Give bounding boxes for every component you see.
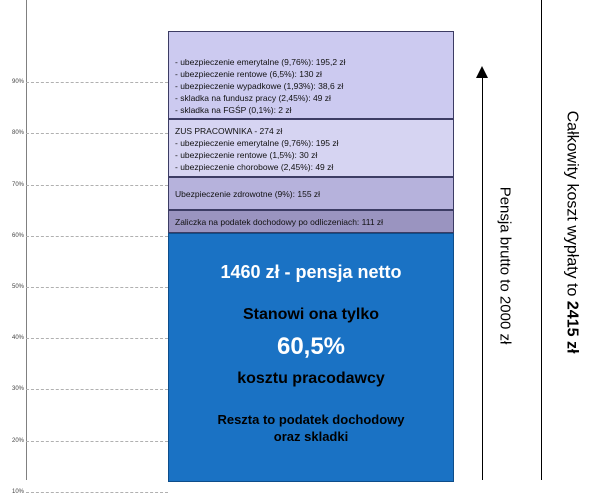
- segment-text-line: Zaliczka na podatek dochodowy po odliczeniach: 111 zł: [175, 217, 384, 228]
- total-cost-line: [541, 0, 542, 480]
- netto-text-line: 1460 zł - pensja netto: [220, 262, 402, 283]
- gridline: [26, 133, 168, 134]
- segment-text-line: - ubezpieczenie emerytalne (9,76%): 195 zł: [175, 137, 339, 148]
- netto-text-line: kosztu pracodawcy: [237, 370, 385, 388]
- total-cost-label-value: 2415 zł: [562, 300, 580, 354]
- y-tick-label: 70%: [11, 181, 24, 188]
- segment-text-line: - ubezpieczenie rentowe (1,5%): 30 zł: [175, 149, 318, 160]
- segment-zus-pracownika: [168, 119, 454, 177]
- gridline: [26, 236, 168, 237]
- y-axis-line: [26, 0, 27, 480]
- y-tick-label: 30%: [11, 386, 24, 393]
- brutto-arrow-head: [476, 66, 488, 78]
- gridline: [26, 287, 168, 288]
- segment-text-line: - skladka na fundusz pracy (2,45%): 49 zł: [175, 93, 331, 104]
- y-tick-label: 40%: [11, 335, 24, 342]
- segment-zaliczka: [168, 210, 454, 234]
- y-tick-label: 20%: [11, 437, 24, 444]
- y-tick-label: 90%: [11, 79, 24, 86]
- segment-zdrowotne: [168, 177, 454, 210]
- total-cost-label-prefix: Całkowity koszt wypłaty to: [562, 110, 580, 301]
- segment-text-line: - ubezpieczenie emerytalne (9,76%): 195,2 zł: [175, 57, 346, 68]
- gridline: [26, 185, 168, 186]
- gridline: [26, 389, 168, 390]
- y-tick-label: 50%: [11, 284, 24, 290]
- y-tick-label: 80%: [11, 130, 24, 137]
- segment-text-line: - ubezpieczenie rentowe (6,5%): 130 zł: [175, 69, 322, 80]
- netto-text-line: Stanowi ona tylko: [242, 306, 379, 324]
- segment-zus-pracodawcy: [168, 31, 454, 119]
- netto-text-line: Reszta to podatek dochodowy: [217, 412, 405, 428]
- y-tick-label: 60%: [11, 232, 24, 239]
- brutto-label: Pensja brutto to 2000 zł: [496, 186, 514, 344]
- segment-netto: [168, 233, 454, 482]
- segment-text-line: Ubezpieczenie zdrowotne (9%): 155 zł: [175, 189, 321, 200]
- netto-text-line: oraz skladki: [273, 429, 349, 445]
- segment-text-line: - skladka na FGŚP (0,1%): 2 zł: [175, 105, 292, 116]
- gridline: [26, 492, 168, 493]
- netto-text-line: 60,5%: [276, 333, 346, 361]
- y-tick-label: 10%: [11, 488, 24, 495]
- segment-text-line: - ubezpieczenie wypadkowe (1,93%): 38,6 zł: [175, 81, 344, 92]
- segment-text-line: ZUS PRACOWNIKA - 274 zł: [175, 125, 283, 136]
- gridline: [26, 441, 168, 442]
- segment-text-line: - ubezpieczenie chorobowe (2,45%): 49 zł: [175, 161, 334, 172]
- gridline: [26, 338, 168, 339]
- total-cost-label: [562, 111, 580, 354]
- brutto-arrow-line: [482, 76, 483, 480]
- gridline: [26, 82, 168, 83]
